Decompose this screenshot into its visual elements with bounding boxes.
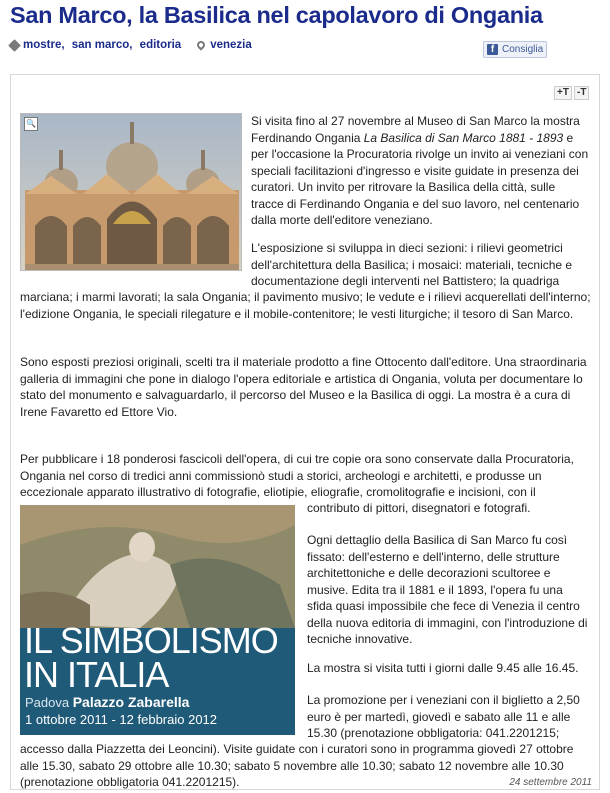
paragraph-6: La mostra si visita tutti i giorni dalle 9.45 alle 16.45. xyxy=(307,661,579,675)
poster-location xyxy=(25,694,189,710)
paragraph-7-side: La promozione per i veneziani con il biglietto a 2,50 euro è per martedì, giovedì e sabato alle 11 e alle 15.30 (prenotazione obbligatoria: 041.2201215; xyxy=(307,693,580,740)
simbolismo-poster[interactable] xyxy=(20,505,295,735)
location-link[interactable]: venezia xyxy=(210,39,252,51)
tag-link-san-marco[interactable]: san marco xyxy=(71,39,130,51)
poster-painting xyxy=(20,505,295,628)
paragraph-1 xyxy=(251,113,589,229)
paragraph-1-title: La Basilica di San Marco 1881 - 1893 xyxy=(363,130,564,145)
tag-link-mostre[interactable]: mostre xyxy=(23,39,62,51)
facebook-like-label: Consiglia xyxy=(502,44,544,55)
font-increase-button[interactable]: +T xyxy=(554,86,572,100)
paragraph-5: Ogni dettaglio della Basilica di San Marco fu così fissato: dell'esterno e dell'interno, delle strutture architettoniche e delle decorazioni scultoree e musive. Edita tra il 1881 e il 1893, l'opera fu una sfida quasi impossibile che fece di Venezia il centro della nuova editoria di immagini, con l'introduzione di tecniche innovative. xyxy=(307,533,588,646)
poster-city: Padova xyxy=(25,695,70,710)
poster-dates: 1 ottobre 2011 - 12 febbraio 2012 xyxy=(25,712,218,727)
paragraph-3: Sono esposti preziosi originali, scelti tra il materiale prodotto a fine Ottocento dall'editore. Una straordinaria galleria di immagini che pone in dialogo l'opera editoriale e artistica di Ongania, voluta per documentare lo stato del monumento e salvaguardarlo, il percorso del Museo e la Basilica di oggi. La mostra è a cura di Irene Favaretto ed Ettore Vio. xyxy=(20,355,587,419)
page-title: San Marco, la Basilica nel capolavoro di Ongania xyxy=(10,2,543,28)
paragraph-1-text-b: e per l'occasione la Procuratoria rivolge un invito ai veneziani con speciali facilitazioni d'ingresso e visite guidate in presenza dei curatori. Un invito per ritrovare la Basilica della città, sulle tracce di Ferdinando Ongania e del suo lavoro, nel centenario dalla morte dell'editore veneziano. xyxy=(251,130,589,227)
tag-link-editoria[interactable]: editoria xyxy=(139,39,182,51)
font-decrease-button[interactable]: -T xyxy=(574,86,589,100)
poster-title-line1: IL SIMBOLISMO xyxy=(24,620,278,661)
zoom-icon[interactable]: 🔍 xyxy=(24,117,38,131)
basilica-image[interactable] xyxy=(20,113,242,271)
publish-date: 24 settembre 2011 xyxy=(509,777,592,788)
paragraph-7-full: accesso dalla Piazzetta dei Leoncini). Visite guidate con i curatori sono in programma giovedì 27 ottobre alle 15.30, sabato 29 ottobre alle 10.30; sabato 5 novembre alle 10.30; sabato 12 novembre alle 10.30 (prenotazione obbligatoria 041.2201215). xyxy=(20,742,574,789)
paragraph-4-side: contributo di pittori, disegnatori e fotografi. xyxy=(307,501,531,515)
article-meta: mostre , san marco , editoria venezia xyxy=(10,39,252,51)
paragraph-2-full: marciana; i marmi lavorati; la sala Ongania; il pavimento musivo; le vedute e i rilievi acquerellati dell'interno; l'edizione Ongania, le speciali rilegature e il mobile-contenitore; le vesti liturgiche; il tesoro di San Marco. xyxy=(20,290,591,321)
facebook-like-button[interactable] xyxy=(483,41,547,58)
tag-icon xyxy=(8,39,21,52)
poster-venue: Palazzo Zabarella xyxy=(72,694,190,710)
paragraph-2-side: L'esposizione si sviluppa in dieci sezioni: i rilievi geometrici dell'architettura della Basilica; i mosaici: materiali, tecniche e documentazione degli interventi nel Battistero; la quadriga xyxy=(251,241,573,288)
basilica-illustration xyxy=(21,114,242,271)
facebook-icon: f xyxy=(487,44,498,55)
poster-title-line2: IN ITALIA xyxy=(24,654,169,695)
paragraph-1-text-a: Si visita fino al 27 novembre al Museo di San Marco la mostra Ferdinando Ongania xyxy=(251,114,580,145)
location-pin-icon xyxy=(196,39,207,50)
paragraph-4-full: Per pubblicare i 18 ponderosi fascicoli dell'opera, di cui tre copie ora sono conservate dalla Procuratoria, Ongania nel corso di tredici anni commissionò studi a storici, archeologi e architetti, e produsse un eccezionale apparato illustrativo di fotografie, eliotipie, eliografie, cromolitografie e incisioni, con il xyxy=(20,452,574,499)
